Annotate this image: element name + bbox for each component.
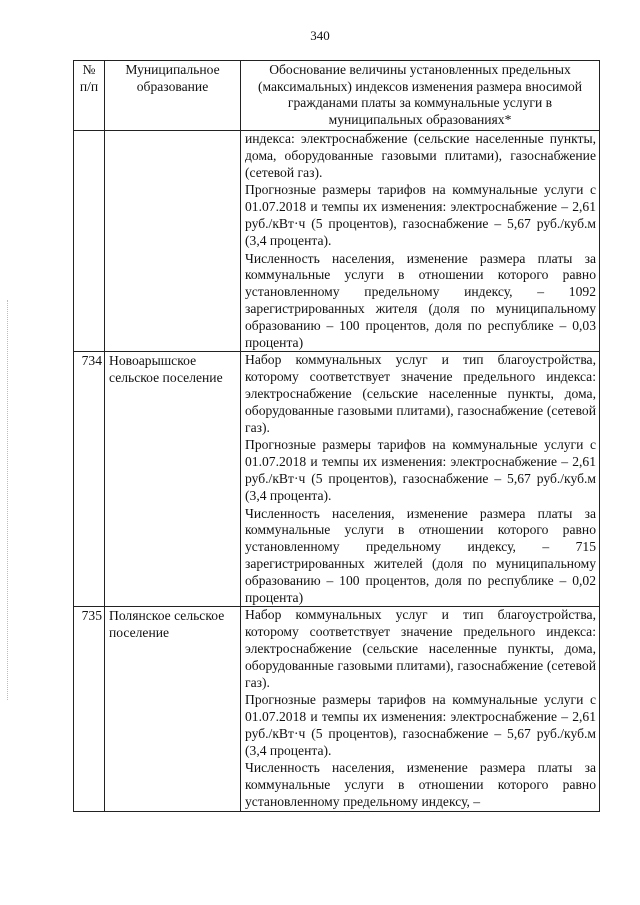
paragraph: Численность населения, изменение размера платы за коммунальные услуги в отношении которого равно установленному предельному индексу, – 715 зарегистрированных жителей (доля по муниципальному образованию – 100 процентов, доля по республике – 0,02 процента): [245, 505, 596, 605]
page-number: 340: [310, 28, 330, 43]
justification-cell: [241, 352, 600, 607]
municipality-name: Полянское сельское поселение: [105, 607, 241, 812]
paragraph: Численность населения, изменение размера платы за коммунальные услуги в отношении которого равно установленному предельному индексу, – 1092 зарегистрированных жителя (доля по муниципальному образованию – 100 процентов, доля по республике – 0,03 процента): [245, 250, 596, 350]
paragraph: Численность населения, изменение размера платы за коммунальные услуги в отношении которого равно установленному предельному индексу, –: [245, 760, 596, 810]
paragraph: индекса: электроснабжение (сельские населенные пункты, дома, оборудованные газовыми плитами), газоснабжение (сетевой газ).: [245, 131, 596, 180]
margin-dotted-line: [7, 300, 9, 700]
tariff-index-table: [73, 60, 600, 812]
paragraph: Прогнозные размеры тарифов на коммунальные услуги с 01.07.2018 и темпы их изменения: электроснабжение – 2,61 руб./кВт·ч (5 процентов), газоснабжение – 5,67 руб./куб.м (3,4 процента).: [245, 437, 596, 503]
header-municipality: Муниципальное образование: [105, 61, 241, 131]
header-num: № п/п: [74, 61, 105, 131]
paragraph: Прогнозные размеры тарифов на коммунальные услуги с 01.07.2018 и темпы их изменения: электроснабжение – 2,61 руб./кВт·ч (5 процентов), газоснабжение – 5,67 руб./куб.м (3,4 процента).: [245, 692, 596, 758]
justification-cell: [241, 607, 600, 812]
paragraph: Набор коммунальных услуг и тип благоустройства, которому соответствует значение предельного индекса: электроснабжение (сельские населенные пункты, дома, оборудованные газовыми плитами), газоснабжение (сетевой газ).: [245, 352, 596, 435]
header-justification: Обоснование величины установленных предельных (максимальных) индексов изменения размера вносимой гражданами платы за коммунальные услуги в муниципальных образованиях*: [241, 61, 600, 131]
table-row: [74, 352, 600, 607]
table-row: [74, 607, 600, 812]
row-number: 734: [74, 352, 105, 607]
row-number: 735: [74, 607, 105, 812]
municipality-name: [105, 131, 241, 352]
municipality-name: Новоарышское сельское поселение: [105, 352, 241, 607]
row-number: [74, 131, 105, 352]
paragraph: Набор коммунальных услуг и тип благоустройства, которому соответствует значение предельного индекса: электроснабжение (сельские населенные пункты, дома, оборудованные газовыми плитами), газоснабжение (сетевой газ).: [245, 607, 596, 690]
table-row: [74, 131, 600, 352]
justification-cell: [241, 131, 600, 352]
table-header-row: [74, 61, 600, 131]
paragraph: Прогнозные размеры тарифов на коммунальные услуги с 01.07.2018 и темпы их изменения: электроснабжение – 2,61 руб./кВт·ч (5 процентов), газоснабжение – 5,67 руб./куб.м (3,4 процента).: [245, 182, 596, 248]
